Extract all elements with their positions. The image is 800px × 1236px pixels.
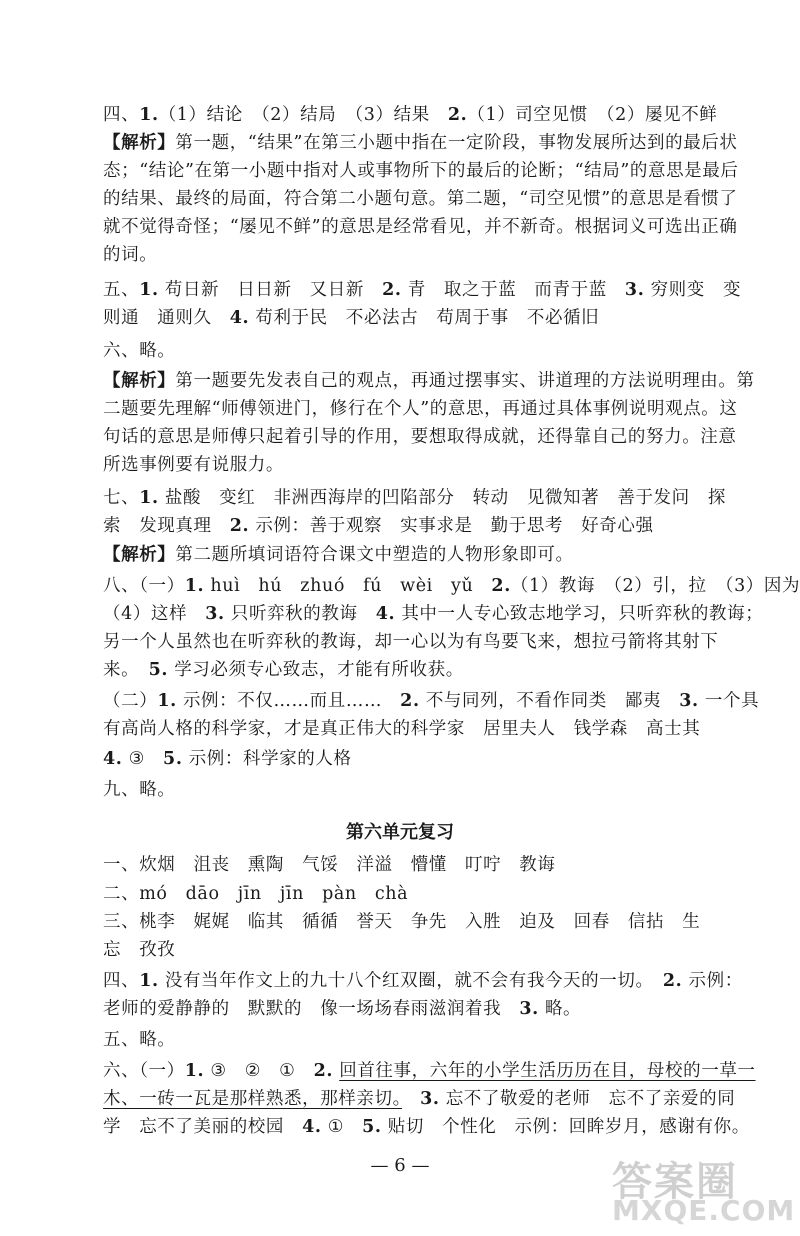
text-line-23: 4. ③ 5. 示例：科学家的人格 [103,749,352,769]
text-line-31: 五、略。 [103,1030,176,1050]
text-line-27: 三、桃李 娓娓 临其 循循 誉天 争先 入胜 迫及 回春 信拈 生 [103,912,701,932]
text-line-30: 老师的爱静静的 默默的 像一场场春雨滋润着我 3. 略。 [103,999,582,1019]
text-line-14: 七、1. 盐酸 变红 非洲西海岸的凹陷部分 转动 见微知著 善于发问 探 [103,488,726,508]
text-line-34: 学 忘不了美丽的校园 4. ① 5. 贴切 个性化 示例：回眸岁月，感谢有你。 [103,1117,750,1137]
text-line-26: 二、mó dāo jīn jīn pàn chà [103,884,409,904]
text-line-29: 四、1. 没有当年作文上的九十八个红双圈，就不会有我今天的一切。 2. 示例： [103,971,743,991]
text-line-12: 句话的意思是师傅只起着引导的作用，要想取得成就，还得靠自己的努力。注意 [103,427,737,447]
text-line-5: 就不觉得奇怪；“屡见不鲜”的意思是经常看见，并不新奇。根据词义可选出正确 [103,217,738,237]
text-line-9: 六、略。 [103,341,176,361]
text-line-18: （4）这样 3. 只听弈秋的教诲 4. 其中一人专心致志地学习，只听弈秋的教诲； [103,604,764,624]
text-line-7: 五、1. 苟日新 日日新 又日新 2. 青 取之于蓝 而青于蓝 3. 穷则变 变 [103,280,742,300]
text-line-22: 有高尚人格的科学家，才是真正伟大的科学家 居里夫人 钱学森 高士其 [103,719,701,739]
text-line-1: 四、1.（1）结论 （2）结局 （3）结果 2.（1）司空见惯 （2）屡见不鲜 [103,105,718,125]
watermark-logo-text: 答案圈 [612,1159,738,1205]
text-line-24: 九、略。 [103,780,176,800]
text-line-10: 【解析】第一题要先发表自己的观点，再通过摆事实、讲道理的方法说明理由。第 [103,371,755,391]
text-line-15: 索 发现真理 2. 示例：善于观察 实事求是 勤于思考 好奇心强 [103,516,654,536]
watermark-logo [612,1150,796,1230]
section-title: 第六单元复习 [346,822,454,843]
text-line-33: 木、一砖一瓦是那样熟悉，那样亲切。 3. 忘不了敬爱的老师 忘不了亲爱的同 [103,1089,736,1109]
text-line-13: 所选事例要有说服力。 [103,455,284,475]
text-line-3: 态；“结论”在第一小题中指对人或事物所下的最后的论断；“结局”的意思是最后 [103,161,739,181]
watermark-site-text: MXQE.COM [612,1194,796,1227]
text-line-32: 六、（一）1. ③ ② ① 2. 回首往事，六年的小学生活历历在目，母校的一草一 [103,1061,756,1081]
text-line-25: 一、炊烟 沮丧 熏陶 气馁 洋溢 懵懂 叮咛 教诲 [103,855,556,875]
text-line-6: 的词。 [103,245,158,265]
text-line-19: 另一个人虽然也在听弈秋的教诲，却一心以为有鸟要飞来，想拉弓箭将其射下 [103,632,719,652]
text-line-21: （二）1. 示例：不仅……而且…… 2. 不与同列，不看作同类 鄙夷 3. 一个具 [103,691,760,711]
text-line-28: 忘 孜孜 [103,940,176,960]
text-line-20: 来。 5. 学习必须专心致志，才能有所收获。 [103,660,464,680]
text-line-2: 【解析】第一题，“结果”在第三小题中指在一定阶段，事物发展所达到的最后状 [103,133,738,153]
text-line-8: 则通 通则久 4. 苟利于民 不必法古 苟周于事 不必循旧 [103,308,600,328]
page-number: — 6 — [370,1155,430,1176]
text-line-4: 的结果、最终的局面，符合第二小题句意。第二题，“司空见惯”的意思是看惯了 [103,189,738,209]
text-line-17: 八、（一）1. huì hú zhuó fú wèi yǔ 2.（1）教诲 （2）引，拉 （3）因为 [103,576,800,596]
text-line-16: 【解析】第二题所填词语符合课文中塑造的人物形象即可。 [103,545,574,565]
text-line-11: 二题要先理解“师傅领进门，修行在个人”的意思，再通过具体事例说明观点。这 [103,399,738,419]
